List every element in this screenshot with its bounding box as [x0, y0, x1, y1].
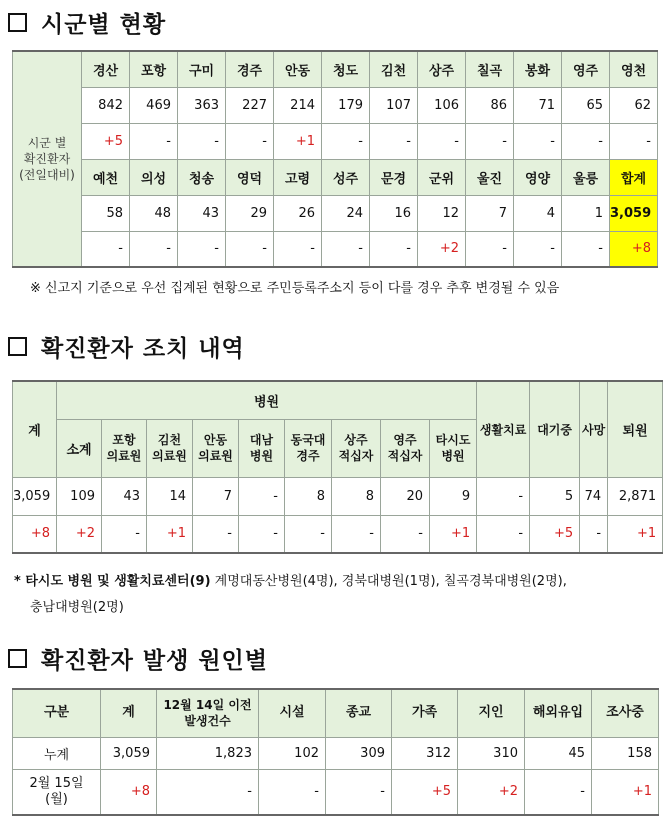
region-count: 106 [418, 87, 466, 123]
table-row [13, 195, 658, 231]
section2-title-text: 확진환자 조치 내역 [41, 336, 245, 362]
region-change: - [178, 231, 226, 267]
cause-change: - [259, 769, 326, 815]
region-count: 86 [466, 87, 514, 123]
region-change: - [226, 231, 274, 267]
hospital-header: 대남 병원 [239, 419, 285, 477]
region-header: 청도 [322, 51, 370, 87]
treatment-count: 8 [332, 477, 381, 515]
treatment-change: +5 [530, 515, 580, 553]
treatment-count: 109 [57, 477, 102, 515]
date-label: 2월 15일 (월) [13, 769, 101, 815]
region-count: 1 [562, 195, 610, 231]
table-row [13, 769, 659, 815]
region-change: - [562, 231, 610, 267]
cause-count: 102 [259, 737, 326, 769]
cause-change: - [326, 769, 392, 815]
region-change: - [274, 231, 322, 267]
cause-header: 해외유입 [525, 689, 592, 737]
treatment-count: - [477, 477, 530, 515]
region-header: 구미 [178, 51, 226, 87]
total-header: 계 [13, 381, 57, 477]
treatment-table [12, 380, 663, 554]
region-count: 107 [370, 87, 418, 123]
region-change: - [370, 123, 418, 159]
section2-title [8, 330, 245, 363]
region-change: +5 [82, 123, 130, 159]
region-header: 포항 [130, 51, 178, 87]
cumulative-label: 누계 [13, 737, 101, 769]
region-count: 469 [130, 87, 178, 123]
treatment-count: 74 [580, 477, 608, 515]
treatment-change: +1 [147, 515, 193, 553]
section3-title [8, 642, 268, 675]
cause-change: - [157, 769, 259, 815]
region-count: 58 [82, 195, 130, 231]
treatment-change: - [285, 515, 332, 553]
hospital-header: 상주 적십자 [332, 419, 381, 477]
region-change: - [130, 231, 178, 267]
region-change: - [514, 231, 562, 267]
treatment-change: +1 [608, 515, 663, 553]
treatment-note-text: 계명대동산병원(4명), 경북대병원(1명), 칠곡경북대병원(2명), [210, 574, 567, 589]
region-header: 영주 [562, 51, 610, 87]
region-change: - [370, 231, 418, 267]
waiting-header: 대기중 [530, 381, 580, 477]
checkbox-square-icon [8, 337, 27, 356]
region-count: 7 [466, 195, 514, 231]
cause-change: +2 [458, 769, 525, 815]
cause-header: 종교 [326, 689, 392, 737]
region-count: 71 [514, 87, 562, 123]
region-count: 62 [610, 87, 658, 123]
region-count: 12 [418, 195, 466, 231]
cause-change: +8 [101, 769, 157, 815]
treatment-change: +1 [430, 515, 477, 553]
checkbox-square-icon [8, 13, 27, 32]
region-header: 울진 [466, 159, 514, 195]
region-count: 29 [226, 195, 274, 231]
cause-header: 가족 [392, 689, 458, 737]
region-header: 의성 [130, 159, 178, 195]
region-header: 예천 [82, 159, 130, 195]
region-count: 227 [226, 87, 274, 123]
region-change: - [514, 123, 562, 159]
cause-change: +1 [592, 769, 659, 815]
section3-title-text: 확진환자 발생 원인별 [41, 648, 268, 674]
treatment-change: +8 [13, 515, 57, 553]
region-change: - [418, 123, 466, 159]
treatment-change: - [332, 515, 381, 553]
cause-count: 3,059 [101, 737, 157, 769]
treatment-change: - [580, 515, 608, 553]
treatment-count: 9 [430, 477, 477, 515]
subtotal-header: 소계 [57, 419, 102, 477]
region-header: 고령 [274, 159, 322, 195]
cause-change: +5 [392, 769, 458, 815]
region-note: ※ 신고지 기준으로 우선 집계된 현황으로 주민등록주소지 등이 다를 경우 추후 변경될 수 있음 [30, 281, 560, 296]
cause-change: - [525, 769, 592, 815]
region-count: 363 [178, 87, 226, 123]
treatment-change: +2 [57, 515, 102, 553]
cause-count: 158 [592, 737, 659, 769]
region-header: 경산 [82, 51, 130, 87]
total-header: 합계 [610, 159, 658, 195]
region-change: - [610, 123, 658, 159]
region-header: 영천 [610, 51, 658, 87]
region-change: - [562, 123, 610, 159]
treatment-count: 7 [193, 477, 239, 515]
total-count: 3,059 [610, 195, 658, 231]
region-change: - [322, 123, 370, 159]
hospital-header: 영주 적십자 [381, 419, 430, 477]
table-row [13, 737, 659, 769]
region-change: - [130, 123, 178, 159]
region-header: 문경 [370, 159, 418, 195]
cause-table [12, 688, 659, 816]
region-table [12, 50, 658, 268]
cause-header: 조사중 [592, 689, 659, 737]
region-count: 842 [82, 87, 130, 123]
region-header: 경주 [226, 51, 274, 87]
hospital-group-header: 병원 [57, 381, 477, 419]
region-header: 청송 [178, 159, 226, 195]
hospital-header: 타시도 병원 [430, 419, 477, 477]
hospital-header: 동국대 경주 [285, 419, 332, 477]
region-change: - [466, 231, 514, 267]
region-change: - [226, 123, 274, 159]
table-row [13, 87, 658, 123]
region-header: 성주 [322, 159, 370, 195]
hospital-header: 김천 의료원 [147, 419, 193, 477]
total-change: +8 [610, 231, 658, 267]
region-header: 울릉 [562, 159, 610, 195]
table-row [13, 477, 663, 515]
treatment-count: 3,059 [13, 477, 57, 515]
hospital-header: 포항 의료원 [102, 419, 147, 477]
region-count: 26 [274, 195, 322, 231]
treatment-count: - [239, 477, 285, 515]
region-count: 24 [322, 195, 370, 231]
table-row [13, 123, 658, 159]
table-row [13, 381, 663, 419]
treatment-change: - [477, 515, 530, 553]
treatment-change: - [381, 515, 430, 553]
cause-count: 45 [525, 737, 592, 769]
cause-count: 309 [326, 737, 392, 769]
section1-title [8, 6, 166, 39]
treatment-count: 8 [285, 477, 332, 515]
region-change: - [82, 231, 130, 267]
treatment-count: 5 [530, 477, 580, 515]
treatment-change: - [102, 515, 147, 553]
treatment-note-line1 [14, 570, 567, 589]
cause-count: 312 [392, 737, 458, 769]
treatment-note-bold: * 타시도 병원 및 생활치료센터(9) [14, 574, 211, 589]
region-count: 214 [274, 87, 322, 123]
table-row [13, 51, 658, 87]
region-header: 영덕 [226, 159, 274, 195]
treatment-change: - [239, 515, 285, 553]
region-count: 4 [514, 195, 562, 231]
region-header: 영양 [514, 159, 562, 195]
region-change: - [466, 123, 514, 159]
cause-header: 구분 [13, 689, 101, 737]
cause-header: 12월 14일 이전 발생건수 [157, 689, 259, 737]
living-treatment-header: 생활치료 [477, 381, 530, 477]
region-change: +1 [274, 123, 322, 159]
discharge-header: 퇴원 [608, 381, 663, 477]
region-header: 김천 [370, 51, 418, 87]
hospital-header: 안동 의료원 [193, 419, 239, 477]
treatment-note-line2: 충남대병원(2명) [30, 600, 124, 615]
region-header: 군위 [418, 159, 466, 195]
treatment-count: 43 [102, 477, 147, 515]
cause-header: 시설 [259, 689, 326, 737]
table-row [13, 231, 658, 267]
region-change: - [178, 123, 226, 159]
region-count: 16 [370, 195, 418, 231]
region-header: 봉화 [514, 51, 562, 87]
region-count: 179 [322, 87, 370, 123]
section1-title-text: 시군별 현황 [41, 12, 167, 38]
table-row [13, 689, 659, 737]
region-header: 상주 [418, 51, 466, 87]
region-header: 안동 [274, 51, 322, 87]
treatment-count: 20 [381, 477, 430, 515]
treatment-change: - [193, 515, 239, 553]
death-header: 사망 [580, 381, 608, 477]
region-count: 65 [562, 87, 610, 123]
treatment-count: 14 [147, 477, 193, 515]
row-label: 시군 별 확진환자 (전일대비) [13, 51, 82, 267]
region-header: 칠곡 [466, 51, 514, 87]
cause-header: 계 [101, 689, 157, 737]
region-change: +2 [418, 231, 466, 267]
cause-count: 310 [458, 737, 525, 769]
region-count: 43 [178, 195, 226, 231]
table-row [13, 159, 658, 195]
cause-count: 1,823 [157, 737, 259, 769]
checkbox-square-icon [8, 649, 27, 668]
cause-header: 지인 [458, 689, 525, 737]
region-count: 48 [130, 195, 178, 231]
treatment-count: 2,871 [608, 477, 663, 515]
table-row [13, 515, 663, 553]
region-change: - [322, 231, 370, 267]
